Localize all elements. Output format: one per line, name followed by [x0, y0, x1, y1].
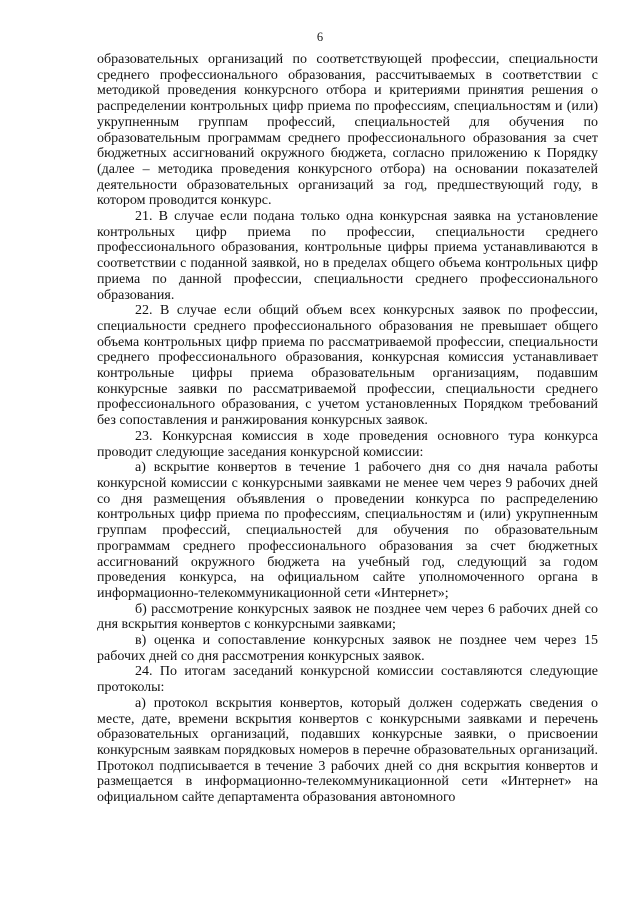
paragraph-23-b: б) рассмотрение конкурсных заявок не позднее чем через 6 рабочих дней со дня вскрытия конвертов с конкурсными заявками; [97, 601, 598, 633]
paragraph-23: 23. Конкурсная комиссия в ходе проведения основного тура конкурса проводит следующие заседания конкурсной комиссии: [97, 428, 598, 460]
page-number: 6 [316, 30, 324, 44]
paragraph-24: 24. По итогам заседаний конкурсной комиссии составляются следующие протоколы: [97, 664, 598, 696]
paragraph-22: 22. В случае если общий объем всех конкурсных заявок по профессии, специальности среднего профессионального образования не превышает общего объема контрольных цифр приема по рассматриваемой профессии, специальности среднего профессионального образования, конкурсная комиссия устанавливает контрольные цифры приема образовательным организациям, подавшим конкурсные заявки по рассматриваемой профессии, специальности среднего профессионального образования, с учетом установленных Порядком требований без сопоставления и ранжирования конкурсных заявок. [97, 303, 598, 429]
paragraph-24-a: а) протокол вскрытия конвертов, который должен содержать сведения о месте, дате, времени вскрытия конвертов с конкурсными заявками и перечень образовательных организаций, подавших конкурсные заявки, о присвоении конкурсным заявкам порядковых номеров в перечне образовательных организаций. Протокол подписывается в течение 3 рабочих дней со дня вскрытия конвертов и размещается в информационно-телекоммуникационной сети «Интернет» на официальном сайте департамента образования автономного [97, 695, 598, 806]
paragraph-continuation: образовательных организаций по соответствующей профессии, специальности среднего профессионального образования, рассчитываемых в соответствии с методикой проведения конкурсного отбора и критериями принятия решения о распределении контрольных цифр приема по профессиям, специальностям и (или) укрупненным группам профессий, специальностей для обучения по образовательным программам среднего профессионального образования за счет бюджетных ассигнований окружного бюджета, согласно приложению к Порядку (далее – методика проведения конкурсного отбора) на основании показателей деятельности образовательных организаций за год, предшествующий году, в котором проводится конкурс. [97, 52, 598, 209]
paragraph-23-a: а) вскрытие конвертов в течение 1 рабочего дня со дня начала работы конкурсной комиссии с конкурсными заявками не менее чем через 9 рабочих дней со дня размещения объявления о проведении конкурса по распределению контрольных цифр приема по профессиям, специальностям и (или) укрупненным группам профессий, специальностей для обучения по образовательным программам среднего профессионального образования за счет бюджетных ассигнований окружного бюджета на учебный год, следующий за годом проведения конкурса, на официальном сайте уполномоченного органа в информационно-телекоммуникационной сети «Интернет»; [97, 460, 598, 601]
document-body [97, 52, 598, 806]
paragraph-23-v: в) оценка и сопоставление конкурсных заявок не позднее чем через 15 рабочих дней со дня рассмотрения конкурсных заявок. [97, 633, 598, 664]
paragraph-21: 21. В случае если подана только одна конкурсная заявка на установление контрольных цифр приема по профессии, специальности среднего профессионального образования, контрольные цифры приема устанавливаются в соответствии с поданной заявкой, но в пределах общего объема контрольных цифр приема по данной профессии, специальности среднего профессионального образования. [97, 209, 598, 303]
